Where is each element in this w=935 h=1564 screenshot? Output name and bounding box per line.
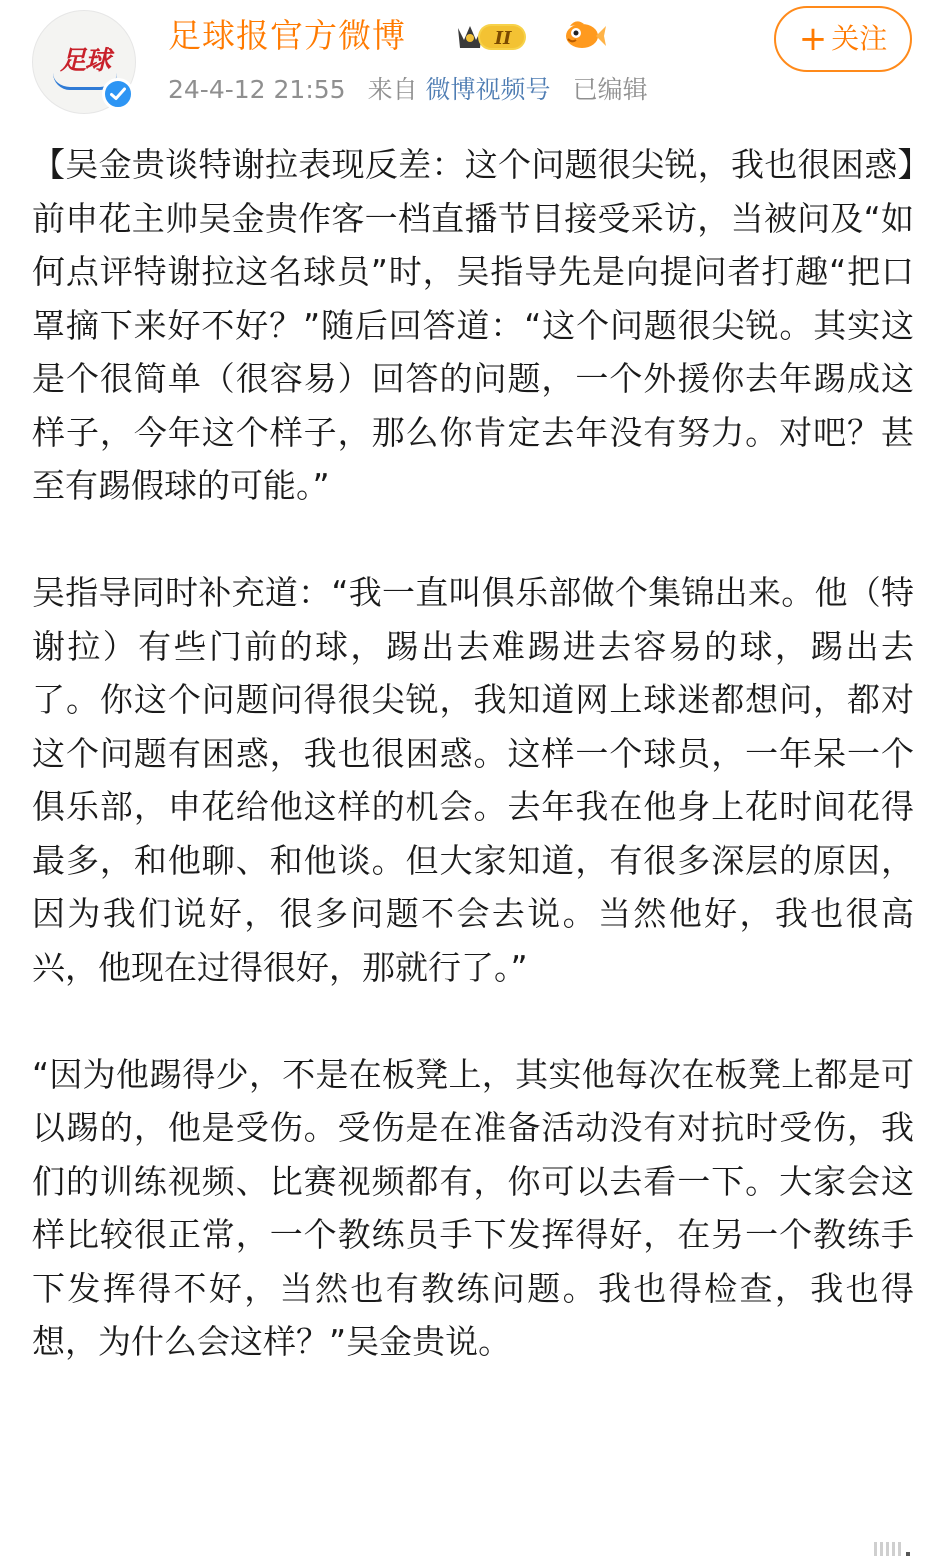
post-timestamp: 24-4-12 21:55 — [168, 75, 346, 104]
post-paragraph: “因为他踢得少，不是在板凳上，其实他每次在板凳上都是可以踢的，他是受伤。受伤是在准备活动没有对抗时受伤，我们的训练视频、比赛视频都有，你可以去看一下。大家会这样比较很正常，一个教练员手下发挥得好，在另一个教练手下发挥得不好，当然也有教练问题。我也得检查，我也得想，为什么会这样？”吴金贵说。 — [32, 1054, 914, 1361]
fish-icon — [560, 18, 606, 54]
source-link[interactable]: 微博视频号 — [425, 75, 551, 104]
source-prefix: 来自 — [367, 75, 418, 104]
post-body — [32, 138, 914, 1369]
post-meta — [168, 70, 648, 110]
post-paragraph: 吴指导同时补充道：“我一直叫俱乐部做个集锦出来。他（特谢拉）有些门前的球，踢出去难踢进去容易的球，踢出去了。你这个问题问得很尖锐，我知道网上球迷都想问，都对这个问题有困惑，我也很困惑。这样一个球员，一年呆一个俱乐部，申花给他这样的机会。去年我在他身上花时间花得最多，和他聊、和他谈。但大家知道，有很多深层的原因，因为我们说好，很多问题不会去说。当然他好，我也很高兴，他现在过得很好，那就行了。” — [32, 573, 914, 987]
watermark-mark-icon — [872, 1538, 916, 1558]
follow-label: 关注 — [831, 22, 888, 55]
vip-crown-icon[interactable] — [456, 18, 528, 54]
edited-label[interactable]: 已编辑 — [572, 75, 648, 104]
post-header — [0, 0, 935, 120]
post-paragraph: 【吴金贵谈特谢拉表现反差：这个问题很尖锐，我也很困惑】前申花主帅吴金贵作客一档直播节目接受采访，当被问及“如何点评特谢拉这名球员”时，吴指导先是向提问者打趣“把口罩摘下来好不好？”随后回答道：“这个问题很尖锐。其实这是个很简单（很容易）回答的问题，一个外援你去年踢成这样子，今年这个样子，那么你肯定去年没有努力。对吧？甚至有踢假球的可能。” — [32, 145, 914, 505]
avatar-logo-text: 足球 — [59, 46, 110, 76]
vip-level: II — [494, 28, 512, 49]
verified-icon — [102, 78, 134, 110]
account-name[interactable]: 足球报官方微博 — [168, 16, 406, 55]
follow-button[interactable] — [774, 6, 912, 72]
plus-icon: + — [798, 19, 828, 59]
